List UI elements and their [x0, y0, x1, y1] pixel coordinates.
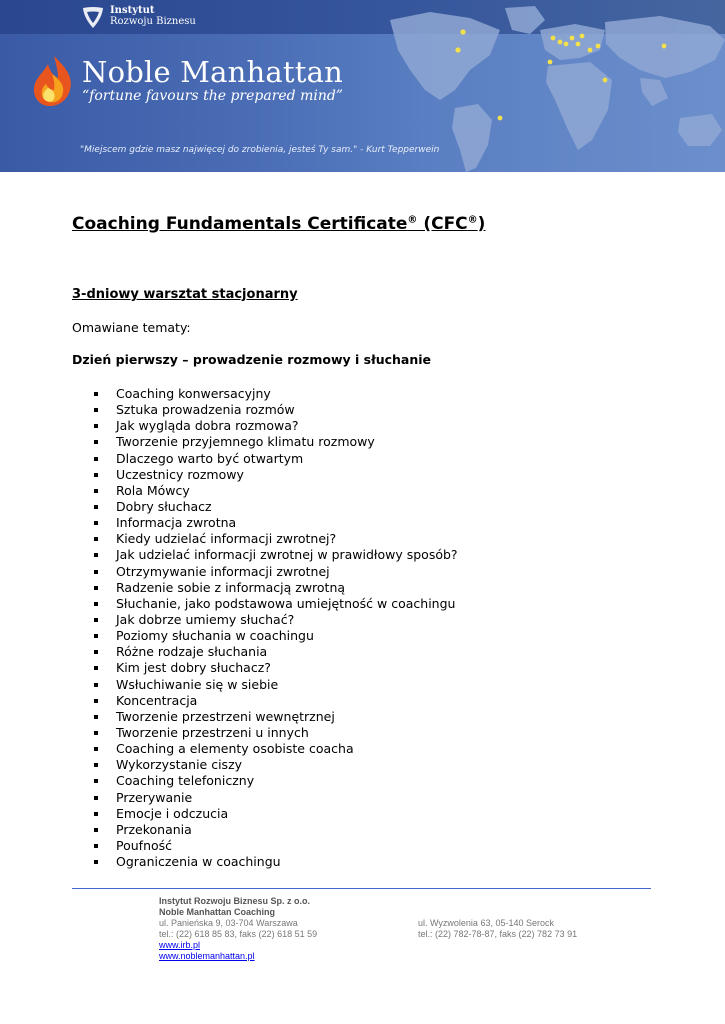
- topic-text: Informacja zwrotna: [116, 515, 237, 531]
- square-bullet-icon: [94, 586, 98, 590]
- square-bullet-icon: [94, 812, 98, 816]
- topic-text: Jak udzielać informacji zwrotnej w prawidłowy sposób?: [116, 547, 458, 563]
- topic-item: [90, 660, 458, 676]
- topic-text: Coaching telefoniczny: [116, 773, 255, 789]
- header-banner: [0, 0, 725, 172]
- topic-item: [90, 499, 458, 515]
- topic-text: Słuchanie, jako podstawowa umiejętność w coachingu: [116, 595, 456, 611]
- square-bullet-icon: [94, 844, 98, 848]
- topic-text: Emocje i odczucia: [116, 805, 229, 821]
- topic-item: [90, 709, 458, 725]
- square-bullet-icon: [94, 457, 98, 461]
- footer-address-warsaw: ul. Panieńska 9, 03-704 Warszawa: [159, 918, 298, 928]
- topic-item: [90, 386, 458, 402]
- square-bullet-icon: [94, 489, 98, 493]
- topic-text: Wykorzystanie ciszy: [116, 757, 243, 773]
- footer-phone-warsaw: tel.: (22) 618 85 83, faks (22) 618 51 59: [159, 929, 318, 939]
- topic-text: Jak wygląda dobra rozmowa?: [116, 418, 299, 434]
- topic-text: Koncentracja: [116, 692, 198, 708]
- square-bullet-icon: [94, 392, 98, 396]
- square-bullet-icon: [94, 731, 98, 735]
- square-bullet-icon: [94, 828, 98, 832]
- title-text-1: Coaching Fundamentals Certificate: [72, 214, 408, 234]
- topic-text: Różne rodzaje słuchania: [116, 644, 268, 660]
- topic-item: [90, 483, 458, 499]
- flame-logo-icon: [30, 54, 78, 108]
- topic-text: Poufność: [116, 837, 173, 853]
- title-text-3: ): [477, 214, 486, 234]
- registered-mark-1: ®: [407, 214, 418, 226]
- topic-item: [90, 564, 458, 580]
- topic-item: [90, 822, 458, 838]
- topic-item: [90, 467, 458, 483]
- topic-item: [90, 790, 458, 806]
- topic-text: Otrzymywanie informacji zwrotnej: [116, 563, 330, 579]
- topic-item: [90, 547, 458, 563]
- topic-item: [90, 402, 458, 418]
- footer-company: Instytut Rozwoju Biznesu Sp. z o.o.: [159, 896, 310, 906]
- square-bullet-icon: [94, 618, 98, 622]
- irb-logo-icon: [80, 4, 106, 30]
- topic-text: Uczestnicy rozmowy: [116, 466, 244, 482]
- topic-text: Coaching a elementy osobiste coacha: [116, 741, 354, 757]
- topic-item: [90, 854, 458, 870]
- footer-division: Noble Manhattan Coaching: [159, 907, 276, 917]
- topic-text: Tworzenie przestrzeni u innych: [116, 724, 309, 740]
- footer-divider: [72, 888, 651, 889]
- topic-item: [90, 677, 458, 693]
- square-bullet-icon: [94, 602, 98, 606]
- topic-item: [90, 515, 458, 531]
- square-bullet-icon: [94, 473, 98, 477]
- square-bullet-icon: [94, 763, 98, 767]
- topic-item: [90, 644, 458, 660]
- topic-text: Poziomy słuchania w coachingu: [116, 628, 314, 644]
- square-bullet-icon: [94, 424, 98, 428]
- square-bullet-icon: [94, 634, 98, 638]
- topic-item: [90, 725, 458, 741]
- topic-item: [90, 418, 458, 434]
- topic-text: Ograniczenia w coachingu: [116, 854, 281, 870]
- square-bullet-icon: [94, 521, 98, 525]
- topic-item: [90, 806, 458, 822]
- square-bullet-icon: [94, 440, 98, 444]
- square-bullet-icon: [94, 779, 98, 783]
- topic-text: Sztuka prowadzenia rozmów: [116, 402, 295, 418]
- topic-text: Jak dobrze umiemy słuchać?: [116, 611, 295, 627]
- square-bullet-icon: [94, 553, 98, 557]
- topic-item: [90, 693, 458, 709]
- topic-text: Przekonania: [116, 821, 192, 837]
- topic-text: Kiedy udzielać informacji zwrotnej?: [116, 531, 337, 547]
- section-title: 3-dniowy warsztat stacjonarny: [72, 287, 298, 302]
- topic-item: [90, 596, 458, 612]
- topic-item: [90, 757, 458, 773]
- topic-item: [90, 628, 458, 644]
- footer-link-irb[interactable]: www.irb.pl: [159, 940, 201, 950]
- square-bullet-icon: [94, 860, 98, 864]
- topics-intro: Omawiane tematy:: [72, 320, 191, 335]
- topic-text: Kim jest dobry słuchacz?: [116, 660, 271, 676]
- topic-item: [90, 838, 458, 854]
- square-bullet-icon: [94, 408, 98, 412]
- topic-text: Przerywanie: [116, 789, 193, 805]
- topics-list: [90, 386, 458, 870]
- institute-name-line1: Instytut: [110, 5, 155, 16]
- document-title: [72, 212, 485, 236]
- square-bullet-icon: [94, 505, 98, 509]
- brand-tagline: “fortune favours the prepared mind”: [82, 88, 343, 104]
- footer-address-serock: ul. Wyzwolenia 63, 05-140 Serock: [418, 918, 554, 928]
- square-bullet-icon: [94, 747, 98, 751]
- topic-text: Rola Mówcy: [116, 482, 190, 498]
- topic-item: [90, 434, 458, 450]
- topic-text: Dobry słuchacz: [116, 498, 212, 514]
- topic-text: Radzenie sobie z informacją zwrotną: [116, 579, 346, 595]
- institute-name-line2: Rozwoju Biznesu: [110, 16, 196, 27]
- topic-text: Dlaczego warto być otwartym: [116, 450, 304, 466]
- topic-item: [90, 580, 458, 596]
- footer-link-noblemanhattan[interactable]: www.noblemanhattan.pl: [159, 951, 255, 961]
- topic-text: Coaching konwersacyjny: [116, 386, 271, 401]
- square-bullet-icon: [94, 650, 98, 654]
- square-bullet-icon: [94, 796, 98, 800]
- footer-phone-serock: tel.: (22) 782-78-87, faks (22) 782 73 91: [418, 929, 578, 939]
- topic-text: Wsłuchiwanie się w siebie: [116, 676, 279, 692]
- square-bullet-icon: [94, 715, 98, 719]
- topic-text: Tworzenie przestrzeni wewnętrznej: [116, 708, 335, 724]
- topic-item: [90, 741, 458, 757]
- square-bullet-icon: [94, 537, 98, 541]
- square-bullet-icon: [94, 683, 98, 687]
- header-quote: "Miejscem gdzie masz najwięcej do zrobienia, jesteś Ty sam." - Kurt Tepperwein: [80, 145, 440, 155]
- title-text-2: (CFC: [417, 214, 468, 234]
- square-bullet-icon: [94, 666, 98, 670]
- topic-item: [90, 451, 458, 467]
- topic-text: Tworzenie przyjemnego klimatu rozmowy: [116, 434, 375, 450]
- topic-item: [90, 612, 458, 628]
- day-one-title: Dzień pierwszy – prowadzenie rozmowy i słuchanie: [72, 352, 432, 367]
- topic-item: [90, 531, 458, 547]
- registered-mark-2: ®: [467, 214, 478, 226]
- brand-name: Noble Manhattan: [82, 55, 343, 89]
- topic-item: [90, 773, 458, 789]
- square-bullet-icon: [94, 699, 98, 703]
- square-bullet-icon: [94, 570, 98, 574]
